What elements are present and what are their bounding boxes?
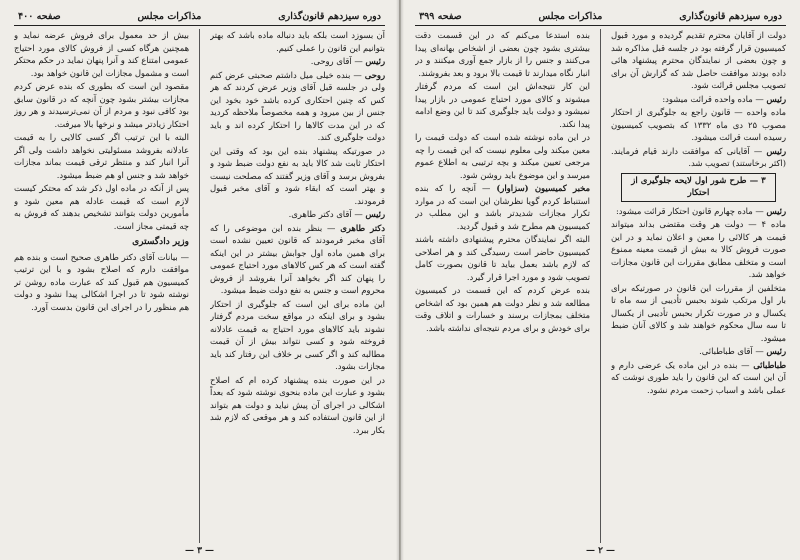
right-page-folio: — ۲ — — [585, 546, 616, 556]
body-paragraph: در این صورت بنده پیشنهاد کرده ام که اصلاح بشود و عبارت این ماده بنحوی نوشته شود که بعداً اشکالی در اجرای آن پیش نیاید و دولت هم بتواند از این قانون استفاده کند و هر موقعی که لازم شد بکار ببرد. — [210, 374, 385, 435]
body-paragraph: ماده ۴ — دولت هر وقت مقتضی بداند میتواند قیمت هر کالائی را معین و اعلان نماید و در این صورت فروش کالا به بیش از قیمت معینه ممنوع است و متخلف مطابق مقررات این قانون مجازات خواهد شد. — [611, 219, 786, 279]
speech-text: — آقای طباطبائی. — [699, 346, 767, 356]
right-page-columns — [415, 29, 786, 543]
speech-text: — بنده خیلی میل داشتم صحبتی عرض کنم ولی در جلسه قبل آقای وزیر عرض کردند که هر کس که چنین احتکاری کرده باشد خود بخود این جنس از بین میرود و همه مخصوصاً ملاحظه کردید که در این مدت کالاها را احتکار کرده اند و باید دولت جلوگیری کند. — [210, 69, 385, 142]
body-paragraph: در این ماده نوشته شده است که دولت قیمت را معین میکند ولی معلوم نیست که این قیمت را چه مرجعی تعیین میکند و بچه ترتیبی به اطلاع عموم میرسد و این موضوع باید روشن شود. — [415, 132, 590, 180]
body-paragraph: در صورتیکه پیشنهاد بنده این بود که وقتی این احتکار ثابت شد کالا باید به نفع دولت ضبط شود و بفروش برسد و آقای وزیر گفتند که مصلحت نیست و بهتر است که ابقاء شود و آقای مخبر قبول فرمودند. — [210, 145, 385, 206]
right-page-series: مذاکرات مجلس — [538, 11, 603, 22]
speech-paragraph — [611, 345, 786, 358]
speaker-name: رئیس — [365, 209, 385, 219]
speech-paragraph — [611, 145, 786, 170]
body-paragraph: این ماده برای این است که جلوگیری از احتکار بشود و برای اینکه در مواقع سخت مردم گرفتار نشوند باید کالاهای مورد احتیاج به قیمت عادلانه فروخته شود و کسی نتواند بیش از آن قیمت مطالبه کند و اگر کسی بر خلاف این رفتار کند باید مجازات بشود. — [210, 298, 385, 371]
body-paragraph: پس از آنکه در ماده اول ذکر شد که محتکر کیست لازم است که قیمت عادله هم معین شود و مأمورین دولت بتوانند تشخیص بدهند که فروش به چه قیمتی مجاز است. — [14, 183, 189, 231]
speech-paragraph — [210, 208, 385, 221]
speaker-heading: وزیر دادگستری — [132, 237, 189, 247]
body-paragraph: البته اگر نمایندگان محترم پیشنهادی داشته باشند کمیسیون حاضر است رسیدگی کند و هر اصلاحی که لازم باشد بعمل بیاید تا قانون بصورت کامل تصویب شود و مورد اجرا قرار گیرد. — [415, 234, 590, 282]
body-paragraph: بیش از حد معمول برای فروش عرضه نماید و همچنین هرگاه کسی از فروش کالای مورد احتیاج عمومی امتناع کند و آنرا پنهان نماید در حکم محتکر است و مشمول مجازات این قانون خواهد بود. — [14, 30, 189, 78]
body-paragraph: این کار نتیجه‌اش این است که مردم گرفتار میشوند و کالای مورد احتیاج عمومی در بازار پیدا نمیشود و دولت باید جلوگیری کند تا این وضع ادامه پیدا نکند. — [415, 81, 590, 129]
speech-paragraph — [210, 69, 385, 144]
speech-paragraph — [611, 205, 786, 218]
body-paragraph: بنده عرض کردم که این قسمت در کمیسیون مطالعه شد و نظر دولت هم همین بود که اشخاص متخلف بمجازات برسند و خسارات و اتلاف وقت برای خودش و برای مردم نتیجه‌ای نداشته باشد. — [415, 285, 590, 333]
right-page-number: صفحه ۳۹۹ — [419, 11, 462, 22]
speech-text: — آقای روحی. — [310, 56, 366, 66]
speech-paragraph — [415, 182, 590, 232]
speech-paragraph — [210, 55, 385, 68]
header-rule — [14, 25, 385, 26]
speech-text: — بنده در این ماده یک عرضی دارم و آن این است که این قانون را باید طوری نوشت که عملی باشد و اسباب زحمت مردم نشود. — [611, 359, 786, 395]
column-divider — [600, 29, 601, 543]
speaker-name: مخبر کمیسیون (سزاوار) — [496, 183, 590, 193]
left-page-column-right — [210, 29, 385, 543]
left-page-series: مذاکرات مجلس — [137, 11, 202, 22]
speech-text: — ماده واحده قرائت میشود: — [662, 93, 767, 104]
right-page — [400, 0, 800, 560]
body-paragraph: دولت از آقایان محترم تقدیم گردیده و مورد قبول کمیسیون قرار گرفته بود در جلسه قبل مذاکره شد و چون بعضی از نمایندگان محترم پیشنهاد هائی داده بودند موافقت حاصل شد که گزارش آن برای تصویب مجلس قرائت شود. — [611, 30, 786, 90]
section-heading: ۳ — طرح شور اول لایحه جلوگیری از احتکار — [621, 173, 776, 202]
speaker-name: رئیس — [766, 205, 786, 216]
speaker-name: رئیس — [365, 56, 385, 66]
speech-paragraph — [210, 222, 385, 297]
speaker-name: رئیس — [766, 346, 786, 356]
body-paragraph: بنده استدعا می‌کنم که در این قسمت دقت بیشتری بشود چون بعضی از اشخاص بهانه‌ای پیدا می‌کنند و جنس را از بازار جمع آوری میکنند و در انبار نگاه میدارند تا قیمت بالا برود و بعد بفروشند. — [415, 30, 590, 78]
speaker-name: طباطبائی — [753, 359, 786, 370]
left-page-header — [14, 6, 385, 24]
header-rule — [415, 25, 786, 26]
right-page-title: دوره سیزدهم قانون‌گذاری — [679, 11, 782, 22]
body-paragraph: مقصود این است که بطوری که بنده عرض کردم مجازات بیشتر بشود چون آنچه که در قانون سابق بود کافی نبود و مردم از آن نمی‌ترسیدند و هر روز احتکار زیادتر میشد و نرخها بالا میرفت. — [14, 81, 189, 129]
body-paragraph: ماده واحده — قانون راجع به جلوگیری از احتکار مصوب ۲۵ دی ماه ۱۳۳۲ که بتصویب کمیسیون رسیده است قرائت میشود. — [611, 107, 786, 142]
right-page-header — [415, 6, 786, 24]
column-divider — [199, 29, 200, 543]
speech-text: — بنظر بنده این موضوعی را که آقای مخبر فرمودند که قانون تعیین نشده است برای همین ماده اول جوابش بیشتر در این اینکه گفته است که هر کس کالاهای مورد احتیاج عمومی را پنهان کند اگر بخواهد آنرا بفروشد از فروش محروم است و جنس به نفع دولت ضبط میشود. — [210, 222, 385, 295]
left-page-folio: — ۳ — — [184, 546, 215, 556]
left-page-columns — [14, 29, 385, 543]
body-paragraph: متخلفین از مقررات این قانون در صورتیکه برای بار اول مرتکب شوند بحبس تأدیبی از سه ماه تا یکسال و در صورت تکرار بحبس تأدیبی از یکسال تا سه سال محکوم خواهند شد و کالای آنان ضبط میشود. — [611, 282, 786, 343]
body-paragraph: آن بسوزد است بلکه باید دنباله ماده باشد که بهتر بتوانیم این قانون را عملی کنیم. — [210, 30, 385, 53]
speaker-name: روحی — [364, 69, 385, 80]
speech-text: — آنچه را که بنده استنباط کردم گویا نظرشان این است که در موارد تکرار مجازات شدیدتر باشد و این مطلب در کمیسیون هم مطرح شد و قبول گردید. — [415, 183, 590, 231]
left-page-column-left — [14, 29, 189, 543]
speech-text: — آقایانی که موافقت دارند قیام فرمایند. (اکثر برخاستند) تصویب شد. — [611, 145, 786, 168]
body-paragraph: — بیانات آقای دکتر طاهری صحیح است و بنده هم موافقت دارم که اصلاح بشود و با این ترتیب کمیسیون هم قبول کند که عبارت ماده روشن تر نوشته شود تا در اجرا اشکالی پیدا نشود و دولت هم منظور را در اجرای این قانون بدست آورد. — [14, 251, 189, 312]
left-page-title: دوره سیزدهم قانون‌گذاری — [278, 11, 381, 22]
speaker-name: رئیس — [766, 93, 786, 104]
speaker-name: دکتر طاهری — [340, 222, 385, 233]
right-page-column-left — [415, 29, 590, 543]
speech-text: — آقای دکتر طاهری. — [288, 209, 366, 219]
speech-paragraph — [611, 359, 786, 397]
speech-paragraph — [611, 93, 786, 106]
right-page-column-right — [611, 29, 786, 543]
speaker-name: رئیس — [766, 145, 786, 156]
left-page-number: صفحه ۴۰۰ — [18, 11, 61, 22]
speech-text: — ماده چهارم قانون احتکار قرائت میشود: — [615, 205, 767, 216]
body-paragraph: البته با این ترتیب اگر کسی کالایی را به قیمت عادلانه بفروشد مسئولیتی نخواهد داشت ولی اگر آنرا انبار کند و منتظر ترقی قیمت بماند مجازات خواهد شد و جنس او هم ضبط میشود. — [14, 132, 189, 180]
